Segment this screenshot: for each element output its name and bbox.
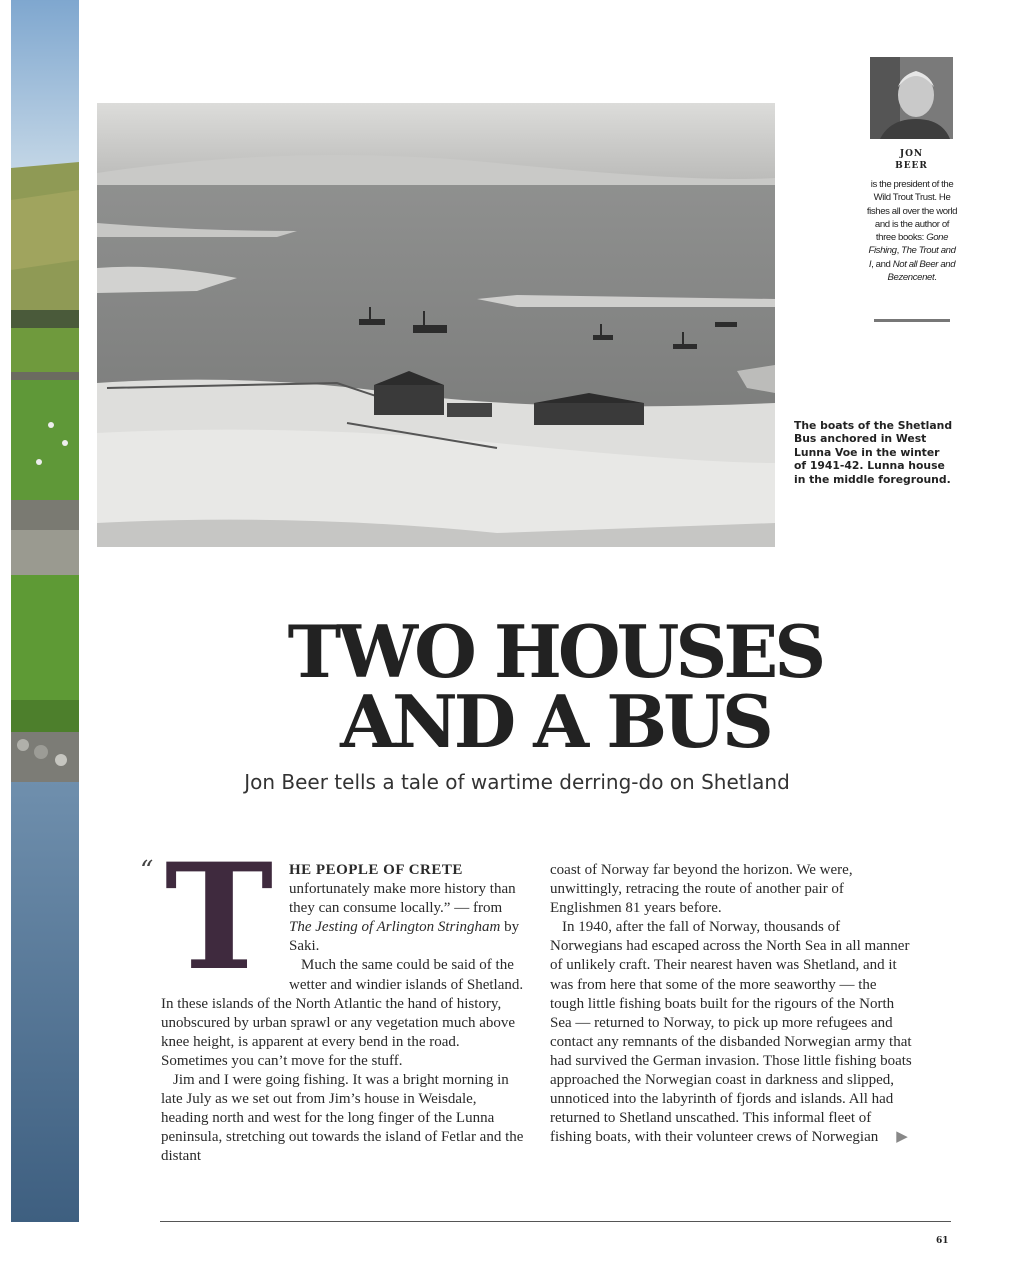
author-first-name: JON	[899, 149, 924, 159]
author-last-name: BEER	[895, 161, 928, 171]
article-paragraph	[550, 918, 914, 1147]
lead-caps: HE PEOPLE OF CRETE	[289, 862, 463, 878]
standfirst: Jon Beer tells a tale of wartime derring-do on Shetland	[244, 770, 790, 794]
book-title: Not all Beer and Bezencenet	[887, 258, 956, 284]
headline-line-2: AND A BUS	[340, 679, 770, 764]
author-divider	[874, 319, 950, 322]
article-column-1	[161, 832, 525, 1167]
drop-cap: T	[164, 832, 274, 1003]
shetland-bus-photo	[97, 103, 775, 547]
book-title: The Jesting of Arlington Stringham	[289, 919, 501, 936]
author-bio-text: is the president of the Wild Trout Trust. He fishes all over the world and is the author of three books:	[866, 179, 958, 244]
page-number: 61	[936, 1236, 949, 1246]
bio-end: .	[934, 272, 937, 284]
article-paragraph: Jim and I were going fishing. It was a bright morning in late July as we set out from Jim’s house in Weisdale, heading north and west for the long finger of the Lunna peninsula, stretching out towards the island of Fetlar and the distant	[161, 1072, 524, 1165]
article-paragraph: coast of Norway far beyond the horizon. We were, unwittingly, retracing the route of another pair of Englishmen 81 years before.	[550, 862, 853, 917]
bio-separator: ,	[896, 245, 902, 257]
footer-divider	[160, 1221, 951, 1222]
headline	[160, 609, 950, 764]
article-column-2	[550, 861, 914, 1147]
photo-caption: The boats of the Shetland Bus anchored in West Lunna Voe in the winter of 1941-42. Lunna house in the middle foreground.	[794, 419, 953, 486]
bio-separator: , and	[871, 258, 893, 270]
triangle-right-icon: ▶	[896, 1129, 908, 1146]
book-title: The Trout and I	[868, 245, 956, 270]
author-name	[870, 148, 953, 172]
author-avatar	[870, 57, 953, 139]
article-paragraph	[161, 832, 525, 1003]
headline-line-1: TWO HOUSES	[287, 609, 823, 694]
book-title: Gone Fishing	[868, 232, 949, 257]
paragraph-text: In 1940, after the fall of Norway, thousands of Norwegians had escaped across the North Sea in all manner of unlikely craft. Their nearest haven was Shetland, and it was from here that some of the more seaworthy — the tough little fishing boats built for the rigours of the North Sea — returned to Norway, to pick up more refugees and contact any remnants of the disbanded Norwegian army that had survived the German invasion. Those little fishing boats approached the Norwegian coast in darkness and slipped, unnoticed into the labyrinth of fjords and islands. All had returned to Shetland unscathed. This informal fleet of fishing boats, with their volunteer crews of Norwegian	[550, 919, 912, 1146]
open-quote-mark: “	[140, 856, 154, 886]
landscape-strip-image	[11, 0, 79, 1222]
paragraph-text: by Saki.	[289, 919, 520, 955]
article-paragraph: Much the same could be said of the wetter and windier islands of Shetland. In these islands of the North Atlantic the hand of history, unobscured by urban sprawl or any vegetation much above knee height, is apparent at every bend in the road. Sometimes you can’t move for the stuff.	[161, 957, 524, 1069]
paragraph-text: unfortunately make more history than they can consume locally.” — from	[289, 881, 516, 917]
author-bio	[866, 178, 958, 284]
